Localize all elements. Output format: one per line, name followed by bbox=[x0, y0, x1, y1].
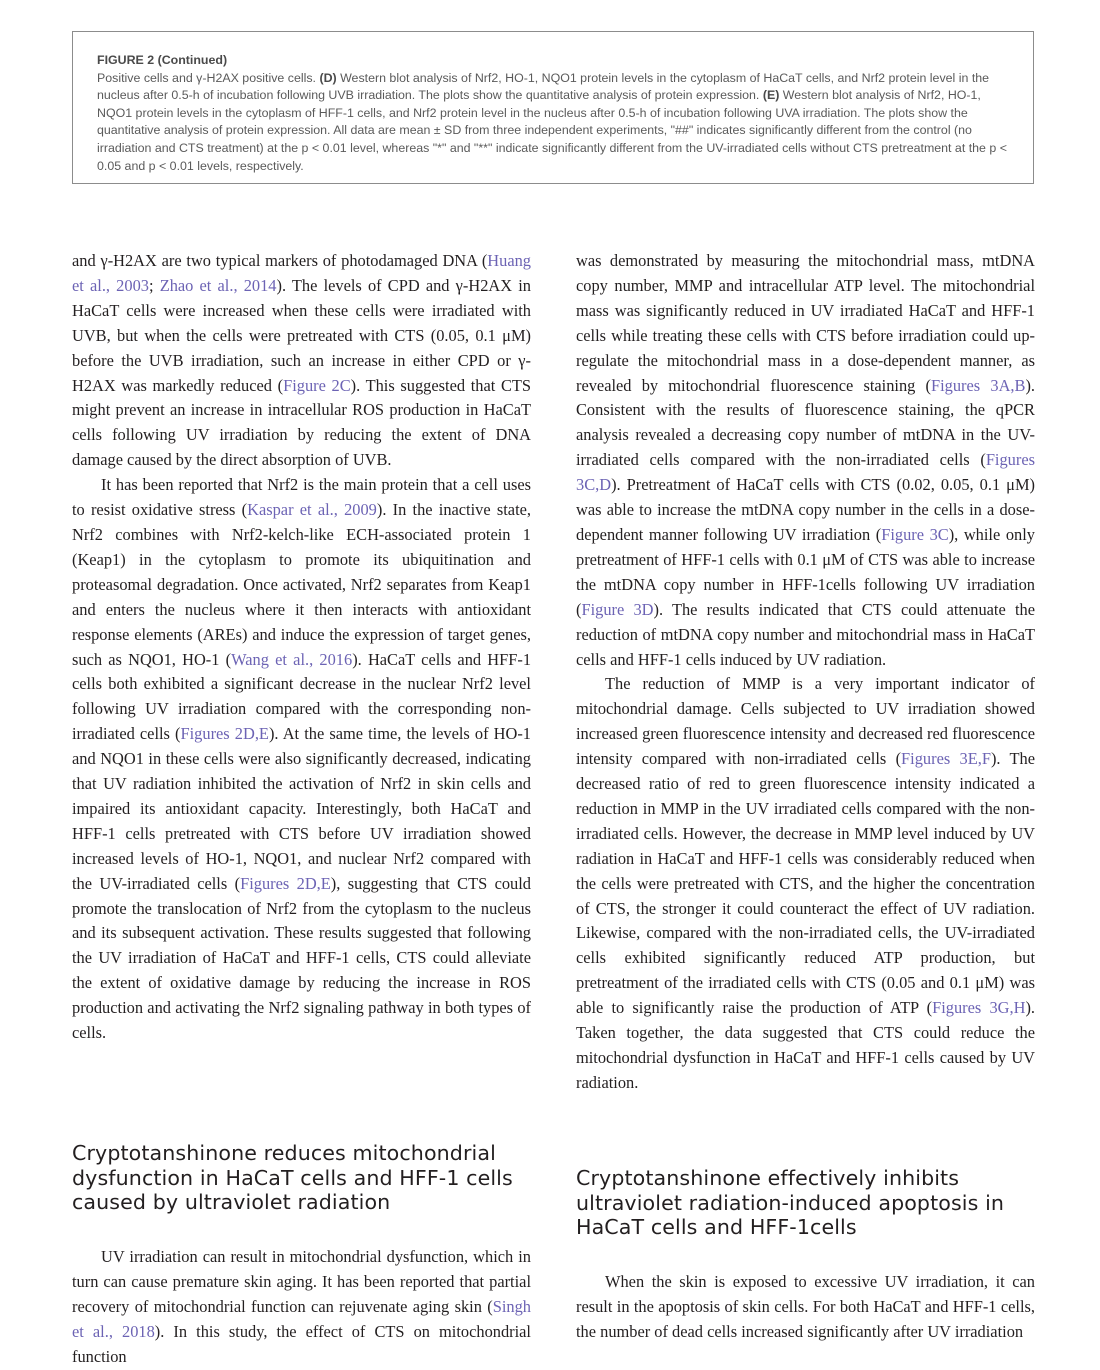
citation-link[interactable]: Figures 2D,E bbox=[180, 724, 269, 744]
section-heading-apoptosis: Cryptotanshinone effectively inhibits ultraviolet radiation-induced apoptosis in HaCaT cells and HFF-1cells bbox=[576, 1166, 1005, 1239]
citation-link[interactable]: Kaspar et al., 2009 bbox=[247, 500, 377, 520]
citation-link[interactable]: Figures 3A,B bbox=[931, 375, 1026, 395]
citation-link[interactable]: Figure 3D bbox=[581, 599, 654, 619]
citation-link[interactable]: Wang et al., 2016 bbox=[231, 649, 353, 669]
paragraph: was demonstrated by measuring the mitochondrial mass, mtDNA copy number, MMP and intracellular ATP level. The mitochondrial mass was significantly reduced in UV irradiated HaCaT and HFF-1 cells while treating these cells with CTS before irradiation could up-regulate the mitochondrial mass in a dose-dependent manner, as revealed by mitochondrial fluorescence staining (Figures 3A,B). Consistent with the results of fluorescence staining, the qPCR analysis revealed a decreasing copy number of mtDNA in the UV-irradiated cells compared with the non-irradiated cells (Figures 3C,D). Pretreatment of HaCaT cells with CTS (0.02, 0.05, 0.1 μM) was able to increase the mtDNA copy number in the cells in a dose-dependent manner following UV irradiation (Figure 3C), while only pretreatment of HFF-1 cells with 0.1 μM of CTS was able to increase the mtDNA copy number in HFF-1cells following UV irradiation (Figure 3D). The results indicated that CTS could attenuate the reduction of mtDNA copy number and mitochondrial mass in HaCaT cells and HFF-1 cells induced by UV radiation. bbox=[576, 251, 1035, 669]
left-column bbox=[72, 249, 531, 1046]
citation-link[interactable]: Figure 3C bbox=[881, 524, 949, 544]
citation-link[interactable]: Zhao et al., 2014 bbox=[159, 275, 277, 295]
citation-link[interactable]: Figure 2C bbox=[283, 375, 351, 395]
figure-caption-text: Positive cells and γ-H2AX positive cells. (D) Western blot analysis of Nrf2, HO-1, NQO1 protein levels in the cytoplasm of HaCaT cells, and Nrf2 protein level in the nucleus after 0.5-h of incubation following UVB irradiation. The plots show the quantitative analysis of protein expression. (E) Western blot analysis of Nrf2, HO-1, NQO1 protein levels in the cytoplasm of HFF-1 cells, and Nrf2 protein level in the nucleus after 0.5-h of incubation following UVA irradiation. The plots show the quantitative analysis of protein expression. All data are mean ± SD from three independent experiments, "##" indicates significantly different from the control (no irradiation and CTS treatment) at the p < 0.01 level, whereas "*" and "**" indicate significantly different from the UV-irradiated cells without CTS pretreatment at the p < 0.05 and p < 0.01 levels, respectively. bbox=[97, 70, 1007, 173]
citation-link[interactable]: Figures 3E,F bbox=[901, 749, 991, 769]
paragraph: and γ-H2AX are two typical markers of photodamaged DNA (Huang et al., 2003; Zhao et al., 2014). The levels of CPD and γ-H2AX in HaCaT cells were increased when these cells were irradiated with UVB, but when the cells were pretreated with CTS (0.05, 0.1 μM) before the UVB irradiation, such an increase in either CPD or γ-H2AX was markedly reduced (Figure 2C). This suggested that CTS might prevent an increase in intracellular ROS production in HaCaT cells following UV irradiation by reducing the extent of DNA damage caused by the direct absorption of UVB. bbox=[72, 251, 531, 470]
left-column-continued bbox=[72, 1245, 531, 1370]
paragraph: When the skin is exposed to excessive UV irradiation, it can result in the apoptosis of skin cells. For both HaCaT and HFF-1 cells, the number of dead cells increased significantly after UV irradiation bbox=[576, 1272, 1035, 1341]
paragraph: UV irradiation can result in mitochondrial dysfunction, which in turn can cause premature skin aging. It has been reported that partial recovery of mitochondrial function can rejuvenate aging skin (Singh et al., 2018). In this study, the effect of CTS on mitochondrial function bbox=[72, 1247, 531, 1366]
panel-label: (D) bbox=[319, 70, 337, 85]
right-column bbox=[576, 249, 1035, 1096]
right-column-continued bbox=[576, 1270, 1035, 1345]
paragraph: It has been reported that Nrf2 is the main protein that a cell uses to resist oxidative stress (Kaspar et al., 2009). In the inactive state, Nrf2 combines with Nrf2-kelch-like ECH-associated protein 1 (Keap1) in the cytoplasm to promote its ubiquitination and proteasomal degradation. Once activated, Nrf2 separates from Keap1 and enters the nucleus where it then interacts with antioxidant response elements (AREs) and induce the expression of target genes, such as NQO1, HO-1 (Wang et al., 2016). HaCaT cells and HFF-1 cells both exhibited a significant decrease in the nuclear Nrf2 level following UV irradiation compared with the corresponding non-irradiated cells (Figures 2D,E). At the same time, the levels of HO-1 and NQO1 in these cells were also significantly decreased, indicating that UV radiation inhibited the activation of Nrf2 in skin cells and impaired its antioxidant capacity. Interestingly, both HaCaT and HFF-1 cells pretreated with CTS before UV irradiation showed increased levels of HO-1, NQO1, and nuclear Nrf2 compared with the UV-irradiated cells (Figures 2D,E), suggesting that CTS could promote the translocation of Nrf2 from the cytoplasm to the nucleus and its subsequent activation. These results suggested that following the UV irradiation of HaCaT and HFF-1 cells, CTS could alleviate the extent of oxidative damage by reducing the increase in ROS production and activating the Nrf2 signaling pathway in both types of cells. bbox=[72, 475, 532, 1043]
citation-link[interactable]: Figures 2D,E bbox=[240, 873, 331, 893]
panel-label: (E) bbox=[762, 88, 780, 103]
citation-link[interactable]: Figures 3G,H bbox=[932, 998, 1026, 1018]
citation-link[interactable]: Figures 3C,D bbox=[576, 450, 1035, 495]
figure-caption-box bbox=[72, 31, 1034, 184]
figure-caption-title: FIGURE 2 (Continued) bbox=[97, 53, 228, 67]
citation-link[interactable]: Huang et al., 2003 bbox=[72, 251, 531, 295]
citation-link[interactable]: Singh et al., 2018 bbox=[72, 1296, 531, 1341]
section-heading-mitochondrial: Cryptotanshinone reduces mitochondrial dysfunction in HaCaT cells and HFF-1 cells caused by ultraviolet radiation bbox=[72, 1141, 513, 1214]
paragraph: The reduction of MMP is a very important indicator of mitochondrial damage. Cells subjected to UV irradiation showed increased green fluorescence intensity and decreased red fluorescence intensity compared with non-irradiated cells (Figures 3E,F). The decreased ratio of red to green fluorescence intensity indicated a reduction in MMP in the UV irradiated cells compared with the non-irradiated cells. However, the decrease in MMP level induced by UV radiation in HaCaT and HFF-1 cells was considerably reduced when the cells were pretreated with CTS, and the higher the concentration of CTS, the stronger it could counteract the effect of UV radiation. Likewise, compared with the non-irradiated cells, the UV-irradiated cells exhibited significantly reduced ATP production, but pretreatment of the irradiated cells with CTS (0.05 and 0.1 μM) was able to significantly raise the production of ATP (Figures 3G,H). Taken together, the data suggested that CTS could reduce the mitochondrial dysfunction in HaCaT and HFF-1 cells caused by UV radiation. bbox=[576, 674, 1035, 1092]
